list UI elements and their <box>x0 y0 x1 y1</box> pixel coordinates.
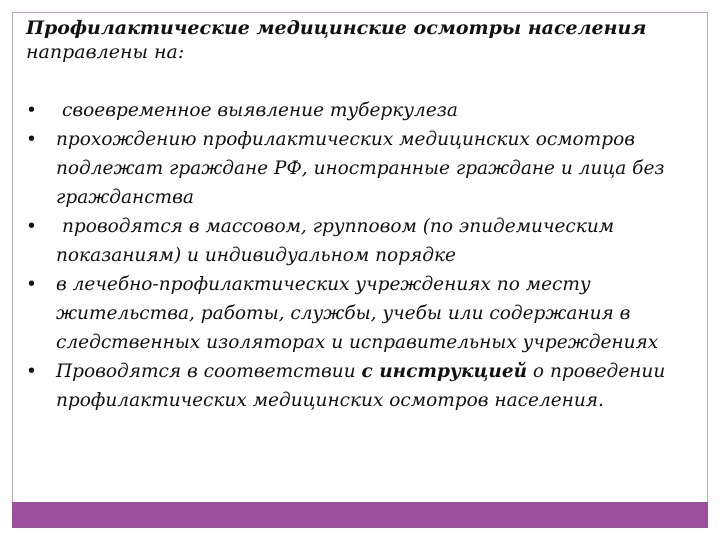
list-item <box>26 212 702 270</box>
bullet-icon: • <box>26 100 37 121</box>
list-item-text: в лечебно-профилактических учреждениях по месту жительства, работы, службы, учебы или содержания в следственных изоляторах и исправительных учреждениях <box>56 274 659 353</box>
title-bold: Профилактические медицинские осмотры населения <box>26 17 647 39</box>
list-item <box>26 270 702 357</box>
bottom-accent-bar <box>12 502 708 528</box>
bullet-list <box>26 96 702 415</box>
bullet-icon: • <box>26 361 37 382</box>
list-item <box>26 125 702 212</box>
title-rest: направлены на: <box>26 41 185 63</box>
list-item-text: прохождению профилактических медицинских осмотров подлежат граждане РФ, иностранные граждане и лица без гражданства <box>56 129 665 208</box>
list-item-text-before: Проводятся в соответствии <box>56 361 362 382</box>
bullet-icon: • <box>26 129 37 150</box>
list-item-text-bold: с инструкцией <box>361 361 528 382</box>
slide-content <box>26 16 702 415</box>
bullet-icon: • <box>26 274 37 295</box>
list-item <box>26 357 702 415</box>
list-item <box>26 96 702 125</box>
bullet-icon: • <box>26 216 37 237</box>
slide-title <box>26 16 702 64</box>
list-item-text-after: о проведении профилактических медицинских осмотров населения. <box>56 361 666 411</box>
list-item-text: проводятся в массовом, групповом (по эпидемическим показаниям) и индивидуальном порядке <box>56 216 615 266</box>
list-item-text: своевременное выявление туберкулеза <box>62 100 458 121</box>
